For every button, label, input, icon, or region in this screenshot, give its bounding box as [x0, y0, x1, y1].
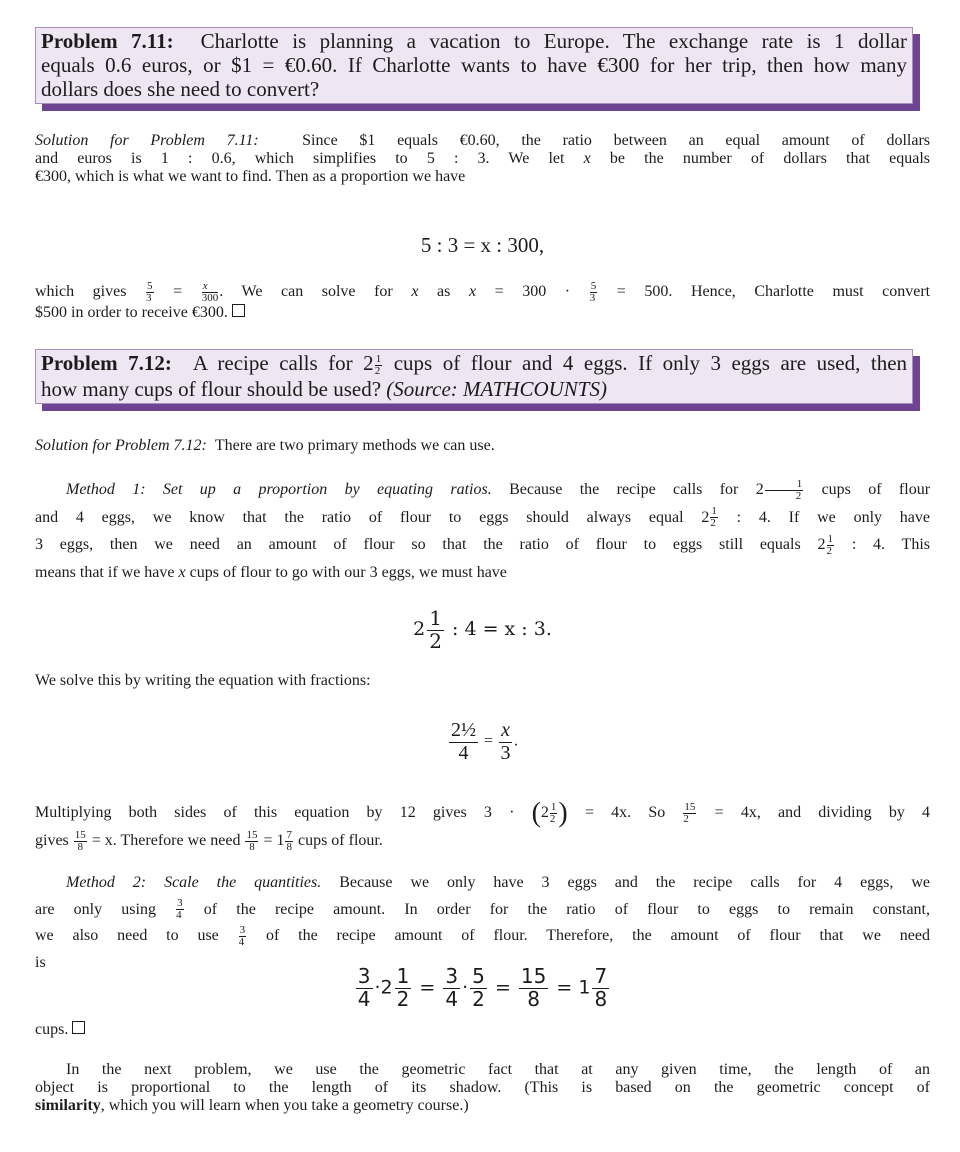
denominator: 8 [594, 987, 608, 1011]
denominator: 8 [286, 840, 292, 853]
denominator: 2 [396, 987, 410, 1011]
numerator: 1 [550, 800, 557, 813]
denominator: 2 [795, 489, 802, 502]
solve-text: We solve this by writing the equation with fractions: [35, 672, 371, 689]
paren-close: ) [558, 797, 568, 829]
intro-text: , which you will learn when you take a geometry course.) [100, 1097, 469, 1114]
method-text: Because we only have 3 eggs and the recipe calls for 4 eggs, we [339, 874, 931, 891]
fraction-x-300 [202, 281, 219, 304]
fraction-right [499, 720, 512, 764]
fraction-equation [35, 720, 930, 764]
denominator: 3 [500, 742, 511, 764]
equation-5-3: 5 : 3 = x : 300, [420, 233, 545, 257]
fraction-5-2 [470, 966, 487, 1010]
numerator: 15 [520, 964, 547, 988]
method-line [35, 897, 930, 924]
similarity-term: similarity [35, 1097, 101, 1114]
problem-text: equals 0.6 euros, or $1 = €0.60. If Charlotte wants to have €300 for her trip, then how many [41, 53, 907, 77]
method-line [35, 504, 930, 532]
equals: = [484, 732, 494, 750]
method-text: we also need to use [35, 927, 219, 944]
fraction-1-2 [427, 608, 444, 652]
whole-number: 1 [578, 976, 591, 999]
equation-rest: : 4 = x : 3. [452, 618, 552, 640]
denominator: 2 [549, 812, 556, 825]
method-text: cups of flour [821, 481, 931, 498]
numerator: 15 [246, 828, 258, 841]
intro-text: In the next problem, we use the geometric fact that at any given time, the length of an [66, 1061, 930, 1078]
solution-label: Solution for Problem 7.11: [35, 132, 259, 149]
method-text: and 4 eggs, we know that the ratio of flour to eggs should always equal 2 [35, 508, 710, 526]
denominator: 2 [683, 812, 689, 825]
problem-label: Problem 7.12: [41, 351, 172, 375]
fraction-3-4 [176, 898, 184, 921]
numerator: 3 [445, 964, 459, 988]
fraction-7-8 [285, 830, 293, 853]
problem-text: cups of flour and 4 eggs. If only 3 eggs are used, then [393, 351, 908, 375]
whole-number: 2 [380, 976, 393, 999]
intro-text: object is proportional to the length of its shadow. (This is based on the geometric concept of [35, 1079, 930, 1096]
numerator: 3 [357, 964, 371, 988]
method-text: 3 eggs, then we need an amount of flour so that the ratio of flour to eggs still equals 2 [35, 536, 826, 553]
fraction-7-8 [592, 966, 609, 1010]
equals: = [419, 976, 436, 999]
method-text: gives [35, 832, 69, 849]
method-text: of the recipe amount of flour. Therefore, the amount of flour that we need [265, 927, 931, 944]
method-text: cups of flour to go with our 3 eggs, we must have [189, 563, 507, 581]
fraction-3-4 [239, 925, 247, 948]
numerator: x [202, 281, 219, 293]
fraction-1-2 [550, 802, 558, 825]
problem-text: A recipe calls for 2 [192, 351, 374, 375]
numerator: 3 [239, 923, 246, 936]
variable-x: x [411, 283, 419, 301]
qed-square-icon [72, 1021, 85, 1034]
numerator: 1 [765, 479, 804, 491]
solution-line [35, 132, 930, 150]
cups-end [35, 1021, 930, 1039]
numerator: 5 [590, 280, 597, 292]
fraction-15-2 [683, 802, 696, 825]
method-line [35, 923, 930, 950]
variable-x: x [583, 150, 591, 167]
fraction-15-8 [245, 830, 258, 853]
solution-text: and euros is 1 : 0.6, which simplifies to 5 : 3. We let [35, 150, 565, 167]
solution-7-11-cont [35, 281, 930, 322]
method-text: are only using [35, 900, 156, 918]
solution-text: There are two primary methods we can use. [214, 437, 495, 454]
fraction-1-2 [765, 479, 804, 502]
numerator: 7 [594, 964, 608, 988]
denominator: 2 [710, 517, 716, 530]
solution-label: Solution for Problem 7.12: [35, 437, 207, 454]
denominator: 4 [176, 909, 182, 922]
numerator: 2½ [451, 719, 477, 741]
problem-line [41, 29, 907, 53]
solution-text: Since $1 equals €0.60, the ratio between an equal amount of dollars [302, 132, 930, 149]
method-text: = 4x, and dividing by 4 [714, 804, 931, 821]
whole-number: 2 [413, 618, 426, 640]
method-title: Method 1: Set up a proportion by equating ratios. [66, 481, 492, 498]
problem-7-12-box [35, 349, 913, 404]
problem-text: Charlotte is planning a vacation to Europe. The exchange rate is 1 dollar [200, 29, 907, 53]
denominator: 8 [249, 840, 255, 853]
solution-text: as [437, 283, 451, 301]
solution-text: = 500. Hence, Charlotte must convert [616, 283, 931, 301]
method-line [35, 870, 930, 897]
fraction-1-2 [395, 966, 412, 1010]
problem-text: how many cups of flour should be used? [41, 376, 382, 401]
numerator: 1 [375, 352, 382, 365]
numerator: 1 [711, 505, 717, 518]
numerator: x [501, 719, 510, 741]
solution-text: $500 in order to receive €300. [35, 304, 228, 321]
equation-ratio [35, 608, 930, 652]
equals: = [494, 976, 511, 999]
scale-equation [35, 966, 930, 1010]
solution-text: = 300 · [494, 283, 571, 301]
problem-label: Problem 7.11: [41, 29, 174, 53]
problem-source: (Source: MATHCOUNTS) [386, 376, 607, 401]
dot: · [374, 976, 381, 999]
denominator: 4 [357, 987, 371, 1011]
denominator: 8 [527, 987, 541, 1011]
method-text: : 4. This [851, 536, 931, 553]
numerator: 15 [684, 800, 696, 813]
solution-text: €300, which is what we want to find. Then as a proportion we have [35, 168, 466, 185]
numerator: 1 [429, 606, 442, 630]
solution-7-12 [35, 437, 930, 455]
denominator: 4 [458, 742, 469, 764]
denominator: 8 [77, 840, 84, 853]
equals: = [173, 283, 183, 301]
next-problem-intro [35, 1061, 930, 1115]
method-2 [35, 870, 930, 976]
numerator: 5 [147, 280, 153, 292]
denominator: 4 [238, 935, 245, 948]
method-text: = 4x. So [584, 804, 666, 821]
solution-text: which gives [35, 283, 127, 301]
method-line [35, 798, 930, 828]
solution-line [35, 150, 930, 168]
method-text: : 4. If we only have [736, 508, 931, 526]
fraction-1-2 [710, 506, 718, 529]
numerator: 3 [177, 897, 183, 910]
fraction-15-8 [74, 830, 87, 853]
numerator: 5 [472, 964, 485, 988]
fraction-3-4 [356, 966, 373, 1010]
numerator: 1 [827, 532, 834, 545]
denominator: 3 [146, 292, 152, 304]
denominator: 300 [201, 292, 219, 304]
multiply-paragraph [35, 798, 930, 854]
denominator: 2 [429, 629, 442, 653]
method-text: Multiplying both sides of this equation by 12 gives 3 · [35, 804, 515, 821]
method-1 [35, 476, 930, 586]
solution-line [35, 281, 930, 304]
method-line [35, 476, 930, 504]
fraction-5-3 [590, 281, 598, 304]
fraction-5-3 [146, 281, 154, 304]
method-text: cups of flour. [297, 832, 383, 849]
problem-7-11-box [35, 27, 913, 104]
fraction-15-8 [519, 966, 548, 1010]
solution-text: be the number of dollars that equals [609, 150, 931, 167]
paren-open: ( [531, 797, 541, 829]
method-text: cups. [35, 1021, 69, 1038]
solution-text: . We can solve for [219, 283, 393, 301]
period: . [513, 732, 518, 750]
denominator: 2 [472, 987, 485, 1011]
equals: = [556, 976, 573, 999]
fraction-1-2 [827, 534, 835, 557]
variable-x: x [468, 283, 477, 301]
problem-line [41, 351, 907, 377]
denominator: 2 [374, 364, 381, 377]
method-text: of the recipe amount. In order for the ratio of flour to eggs to remain constant, [203, 900, 930, 918]
numerator: 15 [74, 828, 86, 841]
solution-7-11 [35, 132, 930, 186]
fraction-1-2 [375, 354, 383, 377]
method-title: Method 2: Scale the quantities. [66, 874, 322, 891]
dot: · [462, 976, 469, 999]
denominator: 3 [589, 292, 596, 304]
method-line [35, 531, 930, 559]
numerator: 1 [396, 964, 410, 988]
fraction-3-4 [443, 966, 460, 1010]
whole-number: 2 [540, 804, 549, 821]
denominator: 4 [445, 987, 459, 1011]
qed-square-icon [232, 304, 245, 317]
method-text: means that if we have [35, 563, 175, 581]
variable-x: x [178, 563, 186, 581]
fraction-left [449, 720, 478, 764]
denominator: 2 [826, 544, 833, 557]
method-text: = 1 [263, 832, 285, 849]
numerator: 7 [286, 828, 292, 841]
method-text: is [35, 953, 46, 971]
method-text: Because the recipe calls for 2 [509, 481, 764, 498]
problem-text: dollars does she need to convert? [41, 77, 320, 101]
method-text: = x. Therefore we need [91, 832, 241, 849]
